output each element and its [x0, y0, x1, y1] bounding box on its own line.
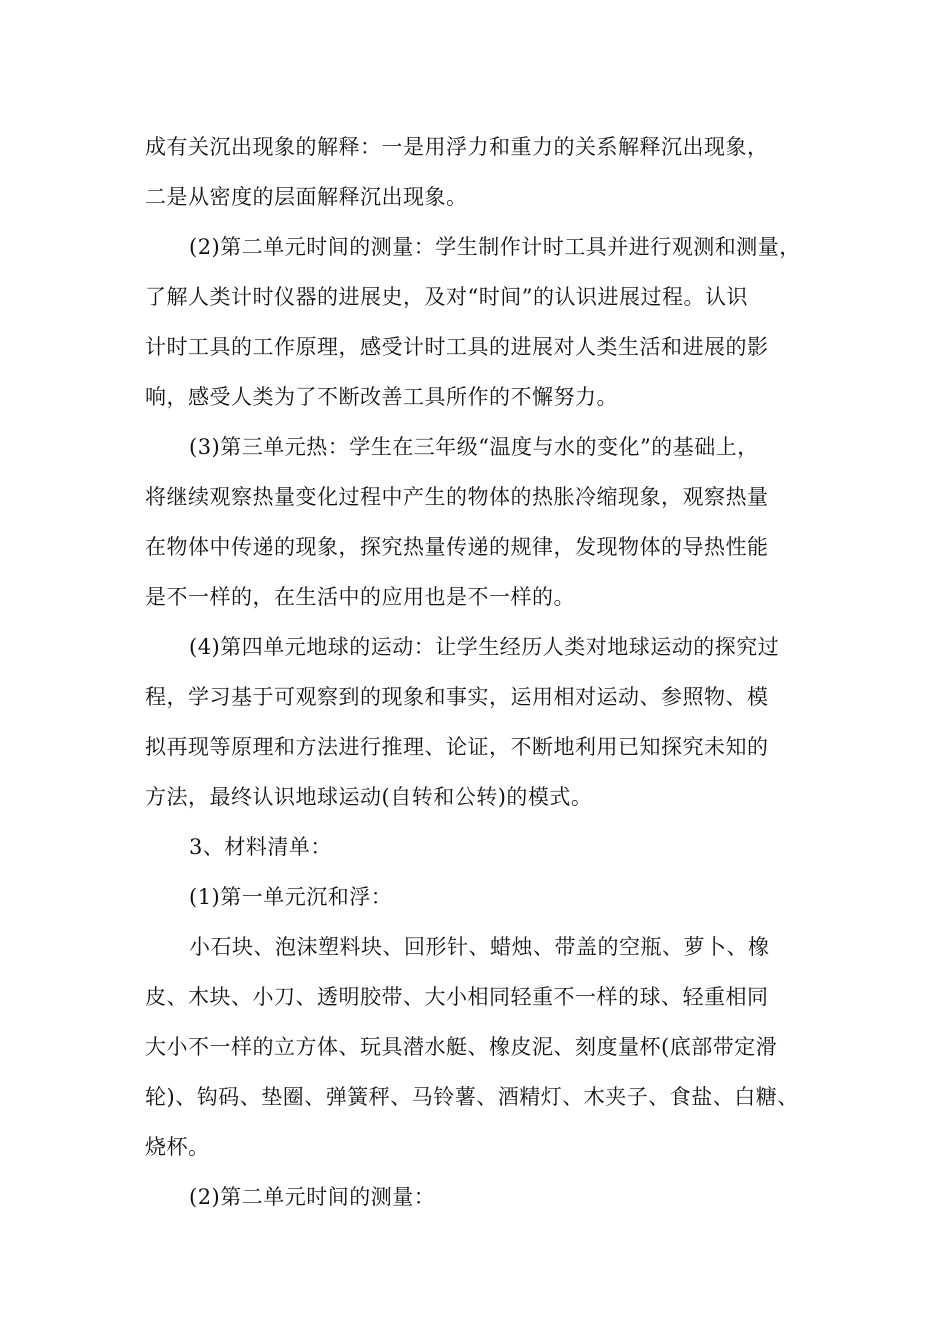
text-line: 响，感受人类为了不断改善工具所作的不懈努力。: [145, 385, 618, 409]
text-line: 烧杯。: [145, 1135, 210, 1159]
text-line: 程，学习基于可观察到的现象和事实，运用相对运动、参照物、模: [145, 685, 769, 709]
text-line: 计时工具的工作原理，感受计时工具的进展对人类生活和进展的影: [145, 335, 769, 359]
text-line: (4)第四单元地球的运动：让学生经历人类对地球运动的探究过: [189, 635, 780, 659]
text-line: (3)第三单元热：学生在三年级“温度与水的变化”的基础上，: [189, 435, 759, 459]
body-text: [145, 128, 845, 1228]
text-line: 了解人类计时仪器的进展史，及对“时间”的认识进展过程。认识: [145, 285, 748, 309]
text-line: 是不一样的，在生活中的应用也是不一样的。: [145, 585, 575, 609]
text-line: 大小不一样的立方体、玩具潜水艇、橡皮泥、刻度量杯(底部带定滑: [145, 1035, 778, 1059]
text-line: 皮、木块、小刀、透明胶带、大小相同轻重不一样的球、轻重相同: [145, 985, 769, 1009]
text-line: 拟再现等原理和方法进行推理、论证，不断地利用已知探究未知的: [145, 735, 769, 759]
text-line: 在物体中传递的现象，探究热量传递的规律，发现物体的导热性能: [145, 535, 769, 559]
text-line: (2)第二单元时间的测量：学生制作计时工具并进行观测和测量，: [189, 235, 801, 259]
text-line: 二是从密度的层面解释沉出现象。: [145, 185, 468, 209]
text-line: (2)第二单元时间的测量：: [189, 1185, 436, 1209]
text-line: 方法，最终认识地球运动(自转和公转)的模式。: [145, 785, 593, 809]
text-line: 3、材料清单：: [189, 835, 332, 859]
text-line: 轮)、钩码、垫圈、弹簧秤、马铃薯、酒精灯、木夹子、食盐、白糖、: [145, 1085, 799, 1109]
text-line: (1)第一单元沉和浮：: [189, 885, 393, 909]
text-line: 成有关沉出现象的解释：一是用浮力和重力的关系解释沉出现象，: [145, 135, 769, 159]
text-line: 将继续观察热量变化过程中产生的物体的热胀冷缩现象，观察热量: [145, 485, 769, 509]
text-line: 小石块、泡沫塑料块、回形针、蜡烛、带盖的空瓶、萝卜、橡: [189, 935, 770, 959]
